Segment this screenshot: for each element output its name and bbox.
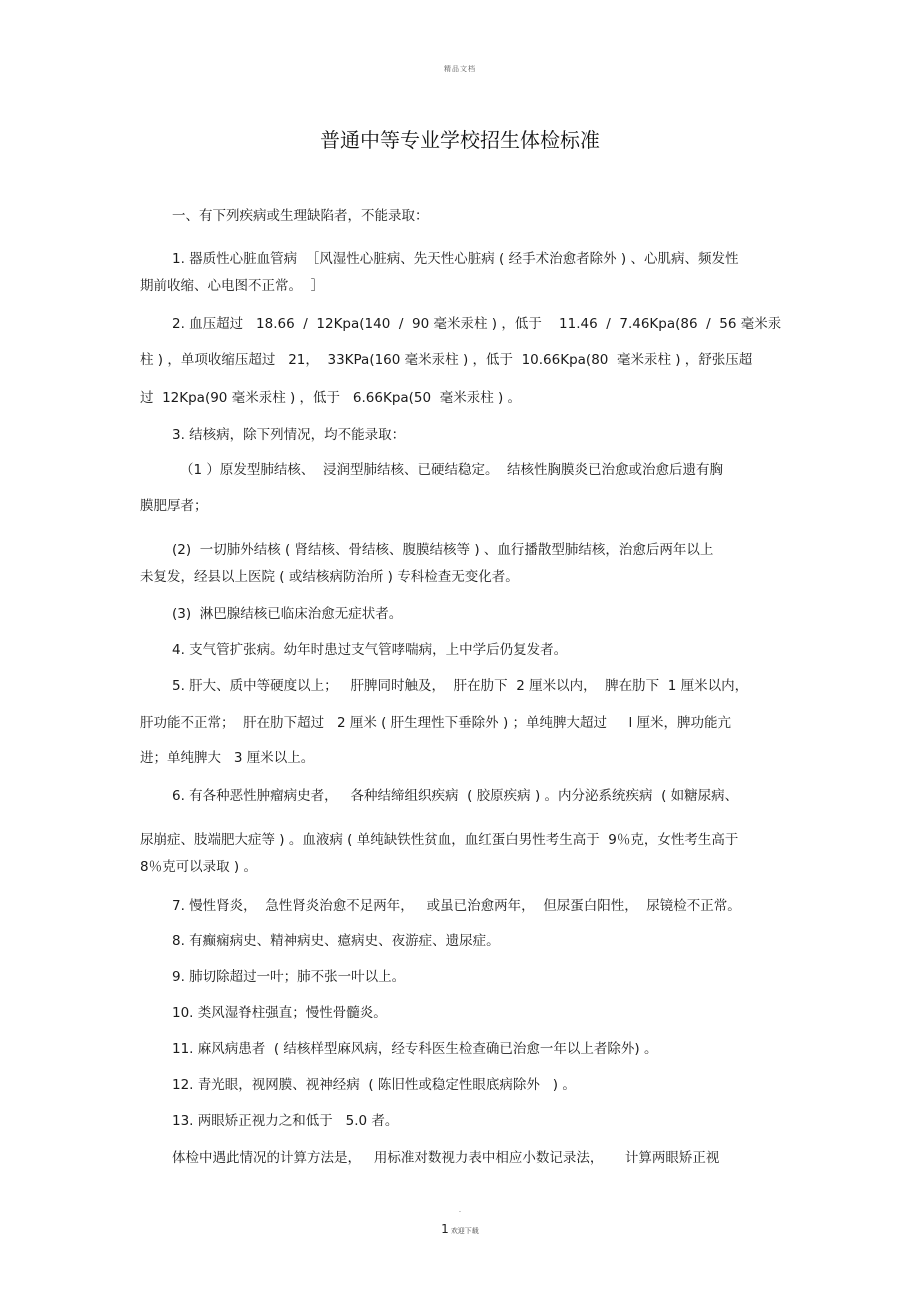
text-line: 膜肥厚者； xyxy=(140,498,208,514)
page-number: 1 xyxy=(441,1222,449,1236)
text-line: 尿崩症、肢端肥大症等 ) 。血液病 ( 单纯缺铁性贫血，血红蛋白男性考生高于 9％克，女性考生高于 xyxy=(140,832,739,848)
text-line: 10. 类风湿脊柱强直；慢性骨髓炎。 xyxy=(172,1005,387,1021)
page-header-label: 精品文档 xyxy=(444,65,476,73)
text-line: 13. 两眼矫正视力之和低于 5.0 者。 xyxy=(172,1113,399,1129)
text-line: 9. 肺切除超过一叶；肺不张一叶以上。 xyxy=(172,969,406,985)
text-line: 一、有下列疾病或生理缺陷者，不能录取： xyxy=(172,208,429,224)
text-line: 期前收缩、心电图不正常。 ］ xyxy=(140,278,325,294)
document-title: 普通中等专业学校招生体检标准 xyxy=(320,128,600,152)
page-footer xyxy=(0,1222,920,1236)
text-line: 5. 肝大、质中等硬度以上； 肝脾同时触及， 肝在肋下 2 厘米以内， 脾在肋下 1 厘米以内， xyxy=(172,678,749,694)
text-line: 进；单纯脾大 3 厘米以上。 xyxy=(140,750,315,766)
footer-note: 欢迎下载 xyxy=(450,1227,479,1235)
text-line: 6. 有各种恶性肿瘤病史者， 各种结缔组织疾病 ( 胶原疾病 ) 。内分泌系统疾病 ( 如糖尿病、 xyxy=(172,788,739,804)
text-line: （1 ）原发型肺结核、 浸润型肺结核、已硬结稳定。 结核性胸膜炎已治愈或治愈后遗有胸 xyxy=(180,462,724,478)
text-line: 肝功能不正常； 肝在肋下超过 2 厘米 ( 肝生理性下垂除外 ) ；单纯脾大超过 l 厘米，脾功能亢 xyxy=(140,715,732,731)
text-line: 8％克可以录取 ) 。 xyxy=(140,859,257,875)
text-line: 4. 支气管扩张病。幼年时患过支气管哮喘病，上中学后仍复发者。 xyxy=(172,642,568,658)
text-line: 7. 慢性肾炎， 急性肾炎治愈不足两年， 或虽已治愈两年， 但尿蛋白阳性， 尿镜检不正常。 xyxy=(172,898,741,914)
text-line: 2. 血压超过 18.66 / 12Kpa(140 / 90 毫米汞柱 ) ，低于 11.46 / 7.46Kpa(86 / 56 毫米汞 xyxy=(172,316,782,332)
text-line: (3) 淋巴腺结核已临床治愈无症状者。 xyxy=(172,606,403,622)
text-line: 11. 麻风病患者 ( 结核样型麻风病，经专科医生检查确已治愈一年以上者除外) 。 xyxy=(172,1041,658,1057)
text-line: 1. 器质性心脏血管病 ［风湿性心脏病、先天性心脏病 ( 经手术治愈者除外 ) 、心肌病、频发性 xyxy=(172,251,739,267)
text-line: 过 12Kpa(90 毫米汞柱 ) ，低于 6.66Kpa(50 毫米汞柱 ) 。 xyxy=(140,390,522,406)
text-line: 体检中遇此情况的计算方法是， 用标准对数视力表中相应小数记录法， 计算两眼矫正视 xyxy=(172,1150,720,1166)
footer-dot: - xyxy=(458,1208,462,1215)
text-line: 柱 ) ，单项收缩压超过 21， 33KPa(160 毫米汞柱 ) ，低于 10.66Kpa(80 毫米汞柱 ) ，舒张压超 xyxy=(140,352,753,368)
text-line: (2) 一切肺外结核 ( 肾结核、骨结核、腹膜结核等 ) 、血行播散型肺结核，治愈后两年以上 xyxy=(172,542,714,558)
text-line: 12. 青光眼，视网膜、视神经病 ( 陈旧性或稳定性眼底病除外 ) 。 xyxy=(172,1077,576,1093)
text-line: 8. 有癫痫病史、精神病史、癔病史、夜游症、遗尿症。 xyxy=(172,933,500,949)
text-line: 未复发，经县以上医院 ( 或结核病防治所 ) 专科检查无变化者。 xyxy=(140,569,519,585)
text-line: 3. 结核病，除下列情况，均不能录取： xyxy=(172,427,406,443)
